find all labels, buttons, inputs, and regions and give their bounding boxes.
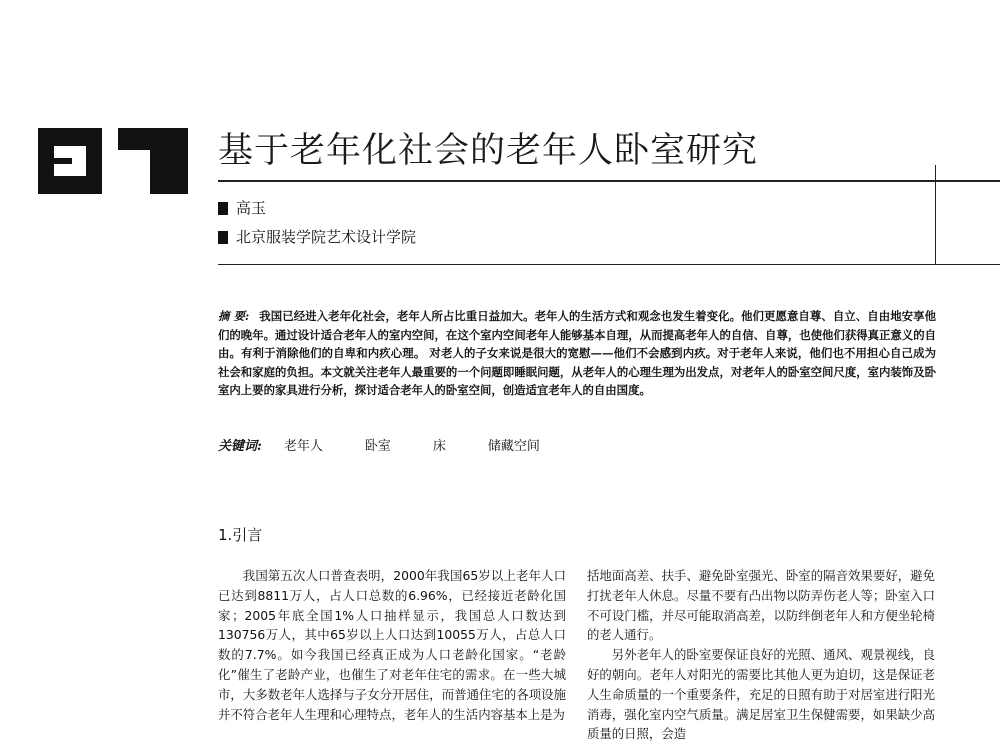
- affiliation-name: 北京服装学院艺术设计学院: [236, 228, 417, 246]
- bullet-square-icon: [218, 231, 228, 244]
- keyword: 床: [432, 439, 446, 454]
- abstract-label: 摘 要:: [218, 309, 250, 323]
- section-heading: 1.引言: [218, 526, 263, 544]
- body-column-left: [218, 566, 566, 724]
- keyword: 储藏空间: [487, 439, 540, 454]
- article-number-logo: [38, 128, 188, 194]
- body-column-right: [587, 566, 935, 744]
- body-paragraph: 我国第五次人口普查表明，2000年我国65岁以上老年人口已达到8811万人，占人口总数的6.96%，已经接近老龄化国家；2005年底全国1%人口抽样显示，我国总人口数达到130756万人，其中65岁以上人口达到10055万人，占总人口数的7.7%。如今我国已经真正成为人口老龄化国家。“老龄化”催生了老龄产业，也催生了对老年住宅的需求。在一些大城市，大多数老年人选择与子女分开居住，而普通住宅的各项设施并不符合老年人生理和心理特点，老年人的生活内容基本上是为: [218, 568, 566, 722]
- keywords-label: 关键词:: [218, 439, 262, 454]
- logo-digit-seven: [118, 128, 188, 150]
- abstract-text: 我国已经进入老年化社会，老年人所占比重日益加大。老年人的生活方式和观念也发生着变化。他们更愿意自尊、自立、自由地安享他们的晚年。通过设计适合老年人的室内空间，在这个室内空间老年人能够基本自理，从而提高老年人的自信、自尊，也使他们获得真正意义的自由。有利于消除他们的自卑和内疚心理。 对老人的子女来说是很大的宽慰——他们不会感到内疚。对于老年人来说，他们也不用担心自己成为社会和家庭的负担。本文就关注老年人最重要的一个问题即睡眠问题，从老年人的心理生理为出发点，对老年人的卧室空间尺度，室内装饰及卧室内上要的家具进行分析，探讨适合老年人的卧室空间，创造适宜老年人的自由国度。: [218, 309, 936, 397]
- header-bottom-rule: [218, 264, 1000, 265]
- affiliation-line: [218, 227, 416, 247]
- header-vertical-rule: [935, 165, 936, 265]
- body-paragraph: 另外老年人的卧室要保证良好的光照、通风、观景视线，良好的朝向。老年人对阳光的需要比其他人更为迫切，这是保证老人生命质量的一个重要条件，充足的日照有助于对居室进行阳光消毒，强化室内空气质量。满足居室卫生保健需要，如果缺少高质量的日照，会造: [587, 647, 935, 742]
- abstract: [218, 307, 936, 400]
- title-rule: [218, 180, 1000, 182]
- author-name: 高玉: [236, 199, 267, 217]
- keyword: 老年人: [283, 439, 323, 454]
- bullet-square-icon: [218, 202, 228, 215]
- keyword: 卧室: [364, 439, 391, 454]
- author-line: [218, 198, 266, 218]
- keywords: [218, 438, 582, 456]
- article-title: 基于老年化社会的老年人卧室研究: [218, 131, 759, 171]
- body-paragraph: 括地面高差、扶手、避免卧室强光、卧室的隔音效果要好，避免打扰老年人休息。尽量不要有凸出物以防弄伤老人等；卧室入口不可设门槛，并尽可能取消高差，以防绊倒老年人和方便坐轮椅的老人通行。: [587, 568, 935, 643]
